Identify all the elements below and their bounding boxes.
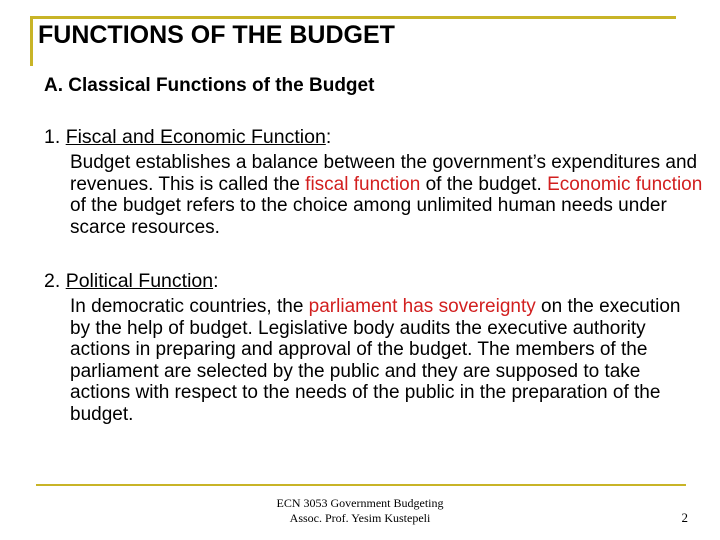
slide-title: FUNCTIONS OF THE BUDGET: [38, 21, 395, 49]
item2-number: 2.: [44, 270, 66, 292]
item1-economic-function-highlight: Economic function: [547, 173, 703, 195]
title-frame-top-border: [30, 16, 676, 19]
item2-heading: [44, 270, 219, 293]
item1-fiscal-function-highlight: fiscal function: [305, 173, 421, 195]
item1-body-part1: Budget establishes a balance between the government’s expenditures and revenues. This is called the: [70, 152, 698, 195]
item1-heading: [44, 126, 331, 149]
title-frame-left-border: [30, 16, 33, 66]
item1-heading-colon: :: [325, 126, 332, 148]
item2-body: [70, 296, 705, 425]
item2-body-part3: on the execution by the help of budget. Legislative body audits the executive authority actions in preparing and approval of the budget. The members of the parliament are selected by the public and they are supposed to take actions with respect to the needs of the public in the preparation of the budget.: [70, 296, 681, 425]
footer-divider: [36, 484, 686, 486]
item1-body: [70, 152, 705, 238]
item2-heading-colon: :: [213, 270, 219, 292]
footer-course: ECN 3053 Government Budgeting: [276, 496, 444, 510]
footer-credits: [240, 496, 480, 526]
item1-number: 1.: [44, 126, 66, 148]
footer-instructor: Assoc. Prof. Yesim Kustepeli: [289, 511, 431, 525]
item2-parliament-sovereignty-highlight: parliament has sovereignty: [308, 296, 536, 317]
item2-body-part1: In democratic countries, the: [70, 296, 309, 317]
item1-body-part5: of the budget refers to the choice among unlimited human needs under scarce resources.: [70, 195, 667, 238]
item1-body-part3: of the budget.: [420, 173, 548, 195]
page-number: 2: [681, 510, 688, 525]
item2-heading-text: Political Function: [65, 270, 214, 292]
section-heading-classical: A. Classical Functions of the Budget: [44, 75, 375, 96]
item1-heading-text: Fiscal and Economic Function: [65, 126, 326, 148]
